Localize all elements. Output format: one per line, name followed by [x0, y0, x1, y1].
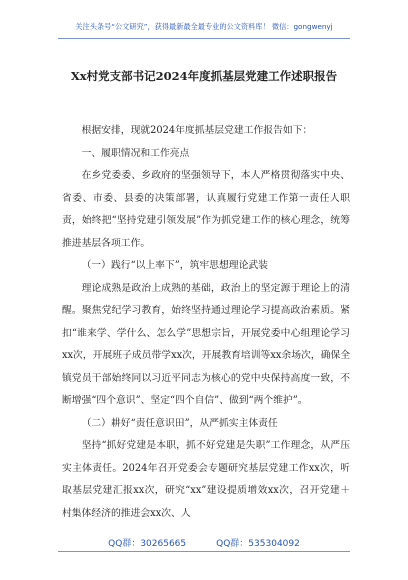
paragraph: 坚持“抓好党建是本职，抓不好党建是失职”工作理念，从严压实主体责任。2024年召开党委会专题研究基层党建工作xx次，听取基层党建汇报xx次，研究“xx”建设提质增效xx次，召开党建＋村集体经济的推进会xx次、人 — [62, 440, 350, 519]
footer-qq-group-2: QQ群：535304092 — [216, 539, 300, 549]
footer-qq-group-1: QQ群：30265665 — [108, 539, 187, 549]
paragraph-intro: 根据安排，现就2024年度抓基层党建工作报告如下： — [81, 125, 313, 136]
document-body — [62, 120, 350, 525]
subsection-heading-1: （一）践行“以上率下”，筑牢思想理论武装 — [81, 260, 268, 271]
document-title: Xx村党支部书记2024年度抓基层党建工作述职报告 — [70, 69, 338, 83]
subsection-heading-2: （二）耕好“责任意识田”，从严抓实主体责任 — [81, 417, 278, 429]
header-banner: 关注头条号“公文研究”，获得最新最全最专业的公文资料库！ 微信：gongwenyj — [75, 22, 333, 31]
header-divider — [58, 38, 350, 39]
paragraph: 理论成熟是政治上成熟的基础，政治上的坚定源于理论上的清醒。聚焦党纪学习教育，始终坚持通过理论学习提高政治素质。紧扣“谁来学、学什么、怎么学”思想宗旨，开展党委中心组理论学习xx次，开展班子成员带学xx次，开展教育培训等xx余场次，确保全镇党员干部始终同以习近平同志为核心的党中央保持高度一致，不断增强“四个意识”、坚定“四个自信”、做到“两个维护”。 — [62, 282, 350, 406]
paragraph: 在乡党委委、乡政府的坚强领导下，本人严格贯彻落实中央、省委、市委、县委的决策部署，认真履行党建工作第一责任人职责，始终把“坚持党建引领发展”作为抓党建工作的核心理念，统筹推进基层各项工作。 — [62, 170, 350, 249]
footer-divider — [58, 551, 350, 552]
footer-contact — [0, 536, 408, 549]
section-heading-1: 一、履职情况和工作亮点 — [81, 147, 190, 159]
